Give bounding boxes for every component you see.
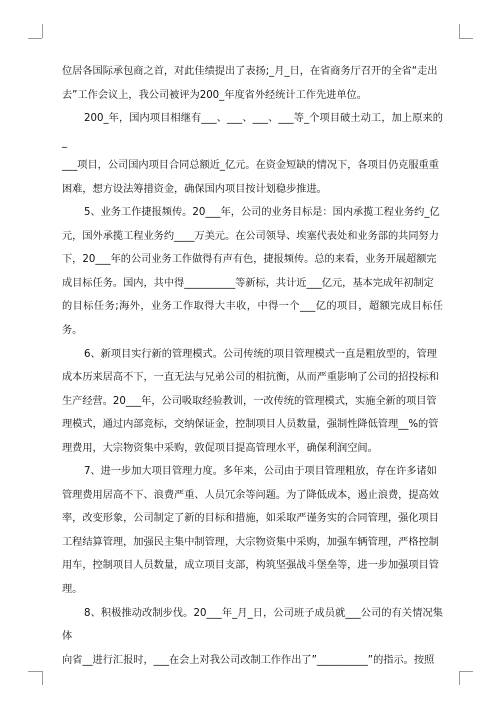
- text-line: 去”工作会议上，我公司被评为200_年度省外经统计工作先进单位。: [62, 89, 367, 101]
- text-line: 理模式，通过内部竞标，交纳保证金，控制项目人员数量，强制性降低管理__%的管: [62, 419, 439, 431]
- text-line: 成本历来居高不下，一直无法与兄弟公司的相抗衡，从而严重影响了公司的招投标和: [62, 372, 439, 384]
- text-line: 的目标任务;海外，业务工作取得大丰收，中得一个___亿的项目，超额完成目标任务。: [62, 301, 443, 337]
- text-line: 位居各国际承包商之首，对此佳绩提出了表扬;_月_日，在省商务厅召开的全省“走出: [62, 66, 438, 77]
- text-line: 用车，控制项目人员数量，成立项目支部，构筑坚强战斗堡垒等，进一步加强项目管: [62, 560, 439, 572]
- paragraph-continuation: [62, 60, 443, 107]
- text-line: 向省__进行汇报时，___在会上对我公司改制工作作出了”__________”的指示。按照: [62, 654, 435, 666]
- paragraph-new-management-model: [62, 343, 443, 461]
- text-line: 8、积极推动改制步伐。20___年_月_日，公司班子成员就___公司的有关情况集体: [62, 607, 443, 643]
- text-line: 6、新项目实行新的管理模式。公司传统的项目管理模式一直是粗放型的，管理: [84, 348, 437, 360]
- document-body: [62, 60, 443, 672]
- text-line: 率，改变形象，公司制定了新的目标和措施，如采取严谨务实的合同管理，强化项目: [62, 513, 439, 525]
- text-line: 工程结算管理，加强民主集中制管理，大宗物资集中采购，加强车辆管理，严格控制: [62, 536, 439, 548]
- paragraph-restructuring: [62, 602, 443, 673]
- paragraph-domestic-projects: [62, 107, 443, 201]
- paragraph-project-management: [62, 460, 443, 601]
- text-line: ___项目，公司国内项目合同总额近_亿元。在资金短缺的情况下，各项目仍克服重重: [62, 160, 439, 172]
- text-line: 7、进一步加大项目管理力度。多年来，公司由于项目管理粗放，存在许多诸如: [84, 466, 437, 478]
- text-line: 理费用，大宗物资集中采购，敦促项目提高管理水平，确保利润空间。: [62, 442, 378, 454]
- text-line: 生产经营。20___年，公司吸取经验教训，一改传统的管理模式，实施全新的项目管: [62, 395, 437, 407]
- text-line: 成目标任务。国内，共中得__________等新标，共计近___亿元，基本完成年初制定: [62, 277, 434, 289]
- text-line: 困难，想方设法筹措资金，确保国内项目按计划稳步推进。: [62, 183, 327, 195]
- text-line: 元，国外承揽工程业务约____万美元。在公司领导、埃塞代表处和业务部的共同努力: [62, 230, 439, 242]
- paragraph-business-work: [62, 201, 443, 342]
- text-line: 下，20___年的公司业务工作做得有声有色，捷报频传。总的来看，业务开展超额完: [62, 254, 437, 266]
- text-line: 管理费用居高不下、浪费严重、人员冗余等问题。为了降低成本，遏止浪费，提高效: [62, 489, 439, 501]
- text-line: 理。: [62, 584, 83, 596]
- text-line: 5、业务工作捷报频传。20___年，公司的业务目标是：国内承揽工程业务约_亿: [84, 207, 440, 219]
- text-line: 200_年，国内项目相继有___、___、___、___等_个项目破土动工，加上原来的_: [62, 113, 443, 148]
